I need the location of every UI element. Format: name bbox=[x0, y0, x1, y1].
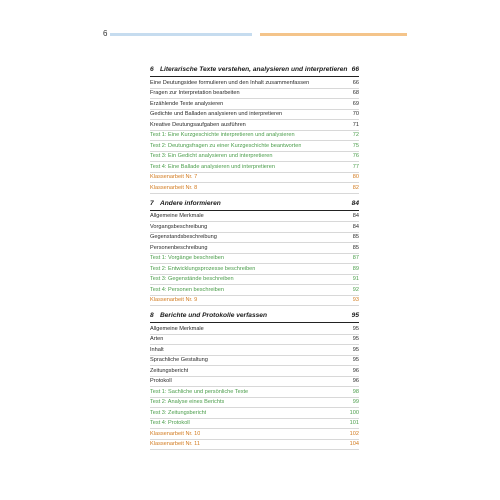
entry-title: Test 2: Analyse eines Berichts bbox=[150, 399, 225, 406]
entry-page-number: 89 bbox=[352, 265, 359, 272]
toc-entry-test[interactable] bbox=[150, 419, 359, 430]
entry-page-number: 82 bbox=[352, 184, 359, 191]
entry-title: Test 2: Entwicklungsprozesse beschreiben bbox=[150, 265, 256, 272]
entry-page-number: 72 bbox=[352, 132, 359, 139]
entry-page-number: 77 bbox=[352, 163, 359, 170]
section-heading[interactable] bbox=[150, 66, 359, 76]
entry-title: Erzählende Texte analysieren bbox=[150, 100, 224, 107]
entry-title: Klassenarbeit Nr. 8 bbox=[150, 184, 198, 191]
entry-page-number: 98 bbox=[352, 388, 359, 395]
toc-entry[interactable] bbox=[150, 345, 359, 356]
entry-page-number: 100 bbox=[349, 409, 359, 416]
toc-entry[interactable] bbox=[150, 335, 359, 346]
toc-entry-klassenarbeit[interactable] bbox=[150, 296, 359, 307]
section-page-number: 66 bbox=[351, 66, 359, 73]
entry-title: Test 1: Eine Kurzgeschichte interpretieren und analysieren bbox=[150, 132, 295, 139]
entry-title: Test 4: Personen beschreiben bbox=[150, 286, 225, 293]
toc-entry-klassenarbeit[interactable] bbox=[150, 429, 359, 440]
entry-page-number: 93 bbox=[352, 297, 359, 304]
toc-entry-klassenarbeit[interactable] bbox=[150, 173, 359, 184]
entry-title: Kreative Deutungsaufgaben ausführen bbox=[150, 121, 246, 128]
entry-title: Test 3: Zeitungsbericht bbox=[150, 409, 207, 416]
entry-title: Test 3: Ein Gedicht analysieren und interpretieren bbox=[150, 153, 273, 160]
toc-entry[interactable] bbox=[150, 233, 359, 244]
toc-entry-klassenarbeit[interactable] bbox=[150, 183, 359, 194]
toc-entry-test[interactable] bbox=[150, 398, 359, 409]
entry-title: Allgemeine Merkmale bbox=[150, 325, 204, 332]
toc-entry-test[interactable] bbox=[150, 254, 359, 265]
entry-page-number: 92 bbox=[352, 286, 359, 293]
section-page-number: 84 bbox=[351, 199, 359, 207]
entry-title: Sprachliche Gestaltung bbox=[150, 357, 208, 364]
toc-entry[interactable] bbox=[150, 212, 359, 223]
section-title: Berichte und Protokolle verfassen bbox=[160, 312, 267, 319]
table-of-contents bbox=[150, 66, 359, 456]
section-title-wrap bbox=[150, 312, 267, 320]
entry-title: Protokoll bbox=[150, 378, 172, 385]
entry-title: Klassenarbeit Nr. 10 bbox=[150, 430, 201, 437]
section-number: 7 bbox=[150, 199, 154, 207]
toc-entry-test[interactable] bbox=[150, 162, 359, 173]
entry-title: Fragen zur Interpretation bearbeiten bbox=[150, 90, 240, 97]
page-number: 6 bbox=[103, 29, 108, 38]
entry-page-number: 70 bbox=[352, 111, 359, 118]
entry-title: Test 1: Vorgänge beschreiben bbox=[150, 255, 225, 262]
entry-page-number: 71 bbox=[352, 121, 359, 128]
entry-page-number: 96 bbox=[352, 367, 359, 374]
entry-page-number: 102 bbox=[349, 430, 359, 437]
section-divider bbox=[150, 322, 359, 323]
entry-title: Test 4: Eine Ballade analysieren und interpretieren bbox=[150, 163, 276, 170]
entry-page-number: 95 bbox=[352, 346, 359, 353]
section-title-wrap bbox=[150, 200, 221, 208]
entry-title: Gedichte und Balladen analysieren und interpretieren bbox=[150, 111, 283, 118]
section-heading[interactable] bbox=[150, 200, 359, 210]
entry-title: Allgemeine Merkmale bbox=[150, 213, 204, 220]
toc-entry-test[interactable] bbox=[150, 387, 359, 398]
entry-title: Test 3: Gegenstände beschreiben bbox=[150, 276, 234, 283]
section-page-number: 95 bbox=[351, 312, 359, 319]
entry-page-number: 101 bbox=[349, 420, 359, 427]
entry-title: Test 4: Protokoll bbox=[150, 420, 190, 427]
section-number: 6 bbox=[150, 66, 154, 73]
entry-page-number: 96 bbox=[352, 378, 359, 385]
toc-section bbox=[150, 312, 359, 450]
entry-page-number: 84 bbox=[352, 223, 359, 230]
toc-entry-test[interactable] bbox=[150, 275, 359, 286]
entry-page-number: 104 bbox=[349, 441, 359, 448]
entry-page-number: 87 bbox=[352, 255, 359, 262]
entry-page-number: 69 bbox=[352, 100, 359, 107]
toc-entry[interactable] bbox=[150, 366, 359, 377]
entry-title: Klassenarbeit Nr. 9 bbox=[150, 297, 198, 304]
toc-entry[interactable] bbox=[150, 110, 359, 121]
entry-title: Eine Deutungsidee formulieren und den Inhalt zusammenfassen bbox=[150, 79, 310, 86]
entry-title: Vorgangsbeschreibung bbox=[150, 223, 208, 230]
toc-section bbox=[150, 66, 359, 194]
toc-entry-test[interactable] bbox=[150, 408, 359, 419]
toc-entry[interactable] bbox=[150, 324, 359, 335]
toc-entry-test[interactable] bbox=[150, 152, 359, 163]
entry-page-number: 66 bbox=[352, 79, 359, 86]
toc-entry-test[interactable] bbox=[150, 264, 359, 275]
entry-title: Klassenarbeit Nr. 7 bbox=[150, 174, 198, 181]
entry-title: Test 1: Sachliche und persönliche Texte bbox=[150, 388, 249, 395]
entry-page-number: 84 bbox=[352, 213, 359, 220]
entry-page-number: 95 bbox=[352, 325, 359, 332]
entry-page-number: 75 bbox=[352, 142, 359, 149]
toc-entry[interactable] bbox=[150, 222, 359, 233]
toc-entry[interactable] bbox=[150, 99, 359, 110]
toc-entry-test[interactable] bbox=[150, 131, 359, 142]
header-bar-orange bbox=[260, 33, 407, 36]
section-title: Literarische Texte verstehen, analysieren und interpretieren bbox=[160, 66, 348, 73]
toc-section bbox=[150, 200, 359, 307]
entry-title: Zeitungsbericht bbox=[150, 367, 189, 374]
section-heading[interactable] bbox=[150, 312, 359, 322]
toc-entry-klassenarbeit[interactable] bbox=[150, 440, 359, 451]
entry-title: Test 2: Deutungsfragen zu einer Kurzgeschichte beantworten bbox=[150, 142, 302, 149]
toc-entry-test[interactable] bbox=[150, 285, 359, 296]
entry-page-number: 95 bbox=[352, 336, 359, 343]
entry-title: Inhalt bbox=[150, 346, 164, 353]
toc-entry[interactable] bbox=[150, 243, 359, 254]
toc-entry-test[interactable] bbox=[150, 141, 359, 152]
entry-page-number: 99 bbox=[352, 399, 359, 406]
entry-page-number: 85 bbox=[352, 234, 359, 241]
entry-page-number: 68 bbox=[352, 90, 359, 97]
header-bar-blue bbox=[110, 33, 252, 36]
entry-page-number: 76 bbox=[352, 153, 359, 160]
entry-title: Arten bbox=[150, 336, 164, 343]
entry-page-number: 85 bbox=[352, 244, 359, 251]
entry-title: Klassenarbeit Nr. 11 bbox=[150, 441, 200, 448]
section-title: Andere informieren bbox=[160, 199, 221, 207]
section-title-wrap bbox=[150, 66, 347, 74]
section-divider bbox=[150, 76, 359, 77]
entry-title: Personenbeschreibung bbox=[150, 244, 208, 251]
entry-title: Gegenstandsbeschreibung bbox=[150, 234, 217, 241]
entry-page-number: 95 bbox=[352, 357, 359, 364]
entry-page-number: 91 bbox=[352, 276, 359, 283]
section-number: 8 bbox=[150, 312, 154, 319]
entry-page-number: 80 bbox=[352, 174, 359, 181]
toc-entry[interactable] bbox=[150, 356, 359, 367]
toc-entry[interactable] bbox=[150, 89, 359, 100]
toc-entry[interactable] bbox=[150, 78, 359, 89]
toc-entry[interactable] bbox=[150, 377, 359, 388]
toc-entry[interactable] bbox=[150, 120, 359, 131]
section-divider bbox=[150, 210, 359, 211]
